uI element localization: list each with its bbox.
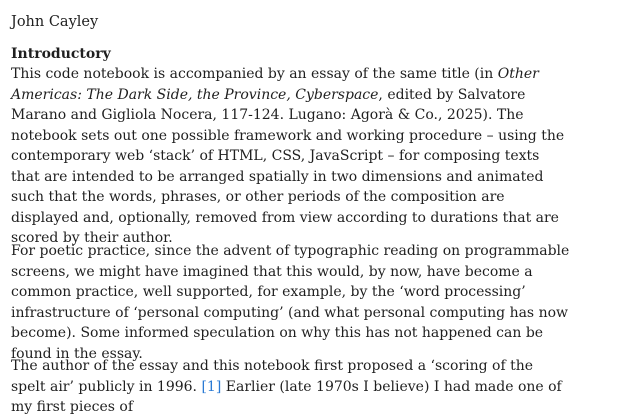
footnote-link[interactable]: [1] bbox=[201, 378, 222, 395]
paragraph-introductory bbox=[11, 64, 571, 249]
author-name: John Cayley bbox=[11, 14, 99, 30]
paragraph-text: For poetic practice, since the advent of typographic reading on programmable screens, we might have imagined that this would, by now, have become a common practice, well supported, for example, by the ‘word processing’ infrastructure of ‘personal computing’ (and what personal computing has now become). Some informed speculation on why this has not happened can be found in the essay. bbox=[11, 243, 570, 362]
paragraph-text: Earlier (late 1970s I believe) I had made one of my first pieces of bbox=[11, 378, 562, 415]
section-heading: Introductory bbox=[11, 46, 111, 62]
paragraph-scoring bbox=[11, 356, 571, 418]
book-title: Other Americas: The Dark Side, the Province, Cyberspace bbox=[11, 66, 539, 103]
paragraph-poetic-practice bbox=[11, 241, 571, 364]
paragraph-text: The author of the essay and this notebook first proposed a ‘scoring of the spelt air’ publicly in 1996. bbox=[11, 358, 534, 395]
paragraph-text: , edited by Salvatore Marano and Gigliola Nocera, 117-124. Lugano: Agorà & Co., 2025). The notebook sets out one possible framework and working procedure – using the contemporary web ‘stack’ of HTML, CSS, JavaScript – for composing texts that are intended to be arranged spatially in two dimensions and animated such that the words, phrases, or other periods of the composition are displayed and, optionally, removed from view according to durations that are scored by their author. bbox=[11, 86, 565, 246]
paragraph-text: This code notebook is accompanied by an essay of the same title (in bbox=[11, 66, 498, 82]
